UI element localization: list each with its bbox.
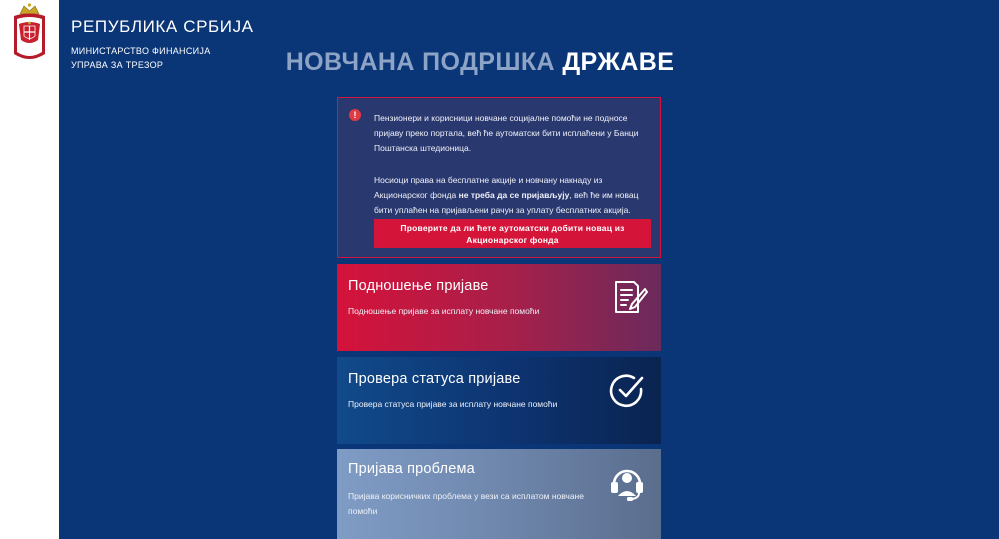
card-description: Подношење пријаве за исплату новчане помоћи bbox=[348, 306, 540, 316]
ministry-name: МИНИСТАРСТВО ФИНАНСИЈА bbox=[71, 46, 211, 56]
card-description: Провера статуса пријаве за исплату новчане помоћи bbox=[348, 399, 558, 409]
check-circle-icon bbox=[609, 373, 645, 409]
notice-paragraph-2 bbox=[374, 173, 650, 218]
document-edit-icon bbox=[612, 279, 648, 315]
check-shares-fund-button[interactable]: Проверите да ли ћете аутоматски добити новац из Акционарског фонда bbox=[374, 219, 651, 248]
report-problem-card[interactable] bbox=[337, 449, 661, 539]
notice-paragraph-2-bold: не треба да се пријављују bbox=[458, 190, 570, 200]
card-title: Провера статуса пријаве bbox=[348, 371, 521, 387]
notice-paragraph-2-end: , већ ће им новац бити уплаћен на пријављени рачун за уплату бесплатних акција. bbox=[374, 190, 639, 215]
page-title bbox=[0, 48, 960, 77]
headset-icon bbox=[608, 464, 646, 502]
submit-application-card[interactable] bbox=[337, 264, 661, 351]
page-title-part1: НОВЧАНА ПОДРШКА bbox=[285, 48, 555, 76]
department-name: УПРАВА ЗА ТРЕЗОР bbox=[71, 60, 164, 70]
card-description: Пријава корисничких проблема у вези са исплатом новчане помоћи bbox=[348, 491, 584, 516]
info-icon: ! bbox=[349, 109, 361, 121]
card-title: Пријава проблема bbox=[348, 461, 475, 477]
notice-paragraph-1: Пензионери и корисници новчане социјалне помоћи не подносе пријаву преко портала, већ ће аутоматски бити исплаћени у Банци Поштанска штедионица. bbox=[374, 113, 639, 153]
card-title: Подношење пријаве bbox=[348, 278, 489, 294]
country-name: РЕПУБЛИКА СРБИЈА bbox=[71, 17, 254, 36]
notice-paragraph-2-start: Носиоци права на бесплатне акције и новчану накнаду из Акционарског фонда bbox=[374, 175, 603, 200]
page-title-part2: ДРЖАВЕ bbox=[562, 48, 675, 76]
logo-strip bbox=[0, 0, 59, 539]
info-notice bbox=[337, 97, 661, 258]
check-status-card[interactable] bbox=[337, 357, 661, 444]
